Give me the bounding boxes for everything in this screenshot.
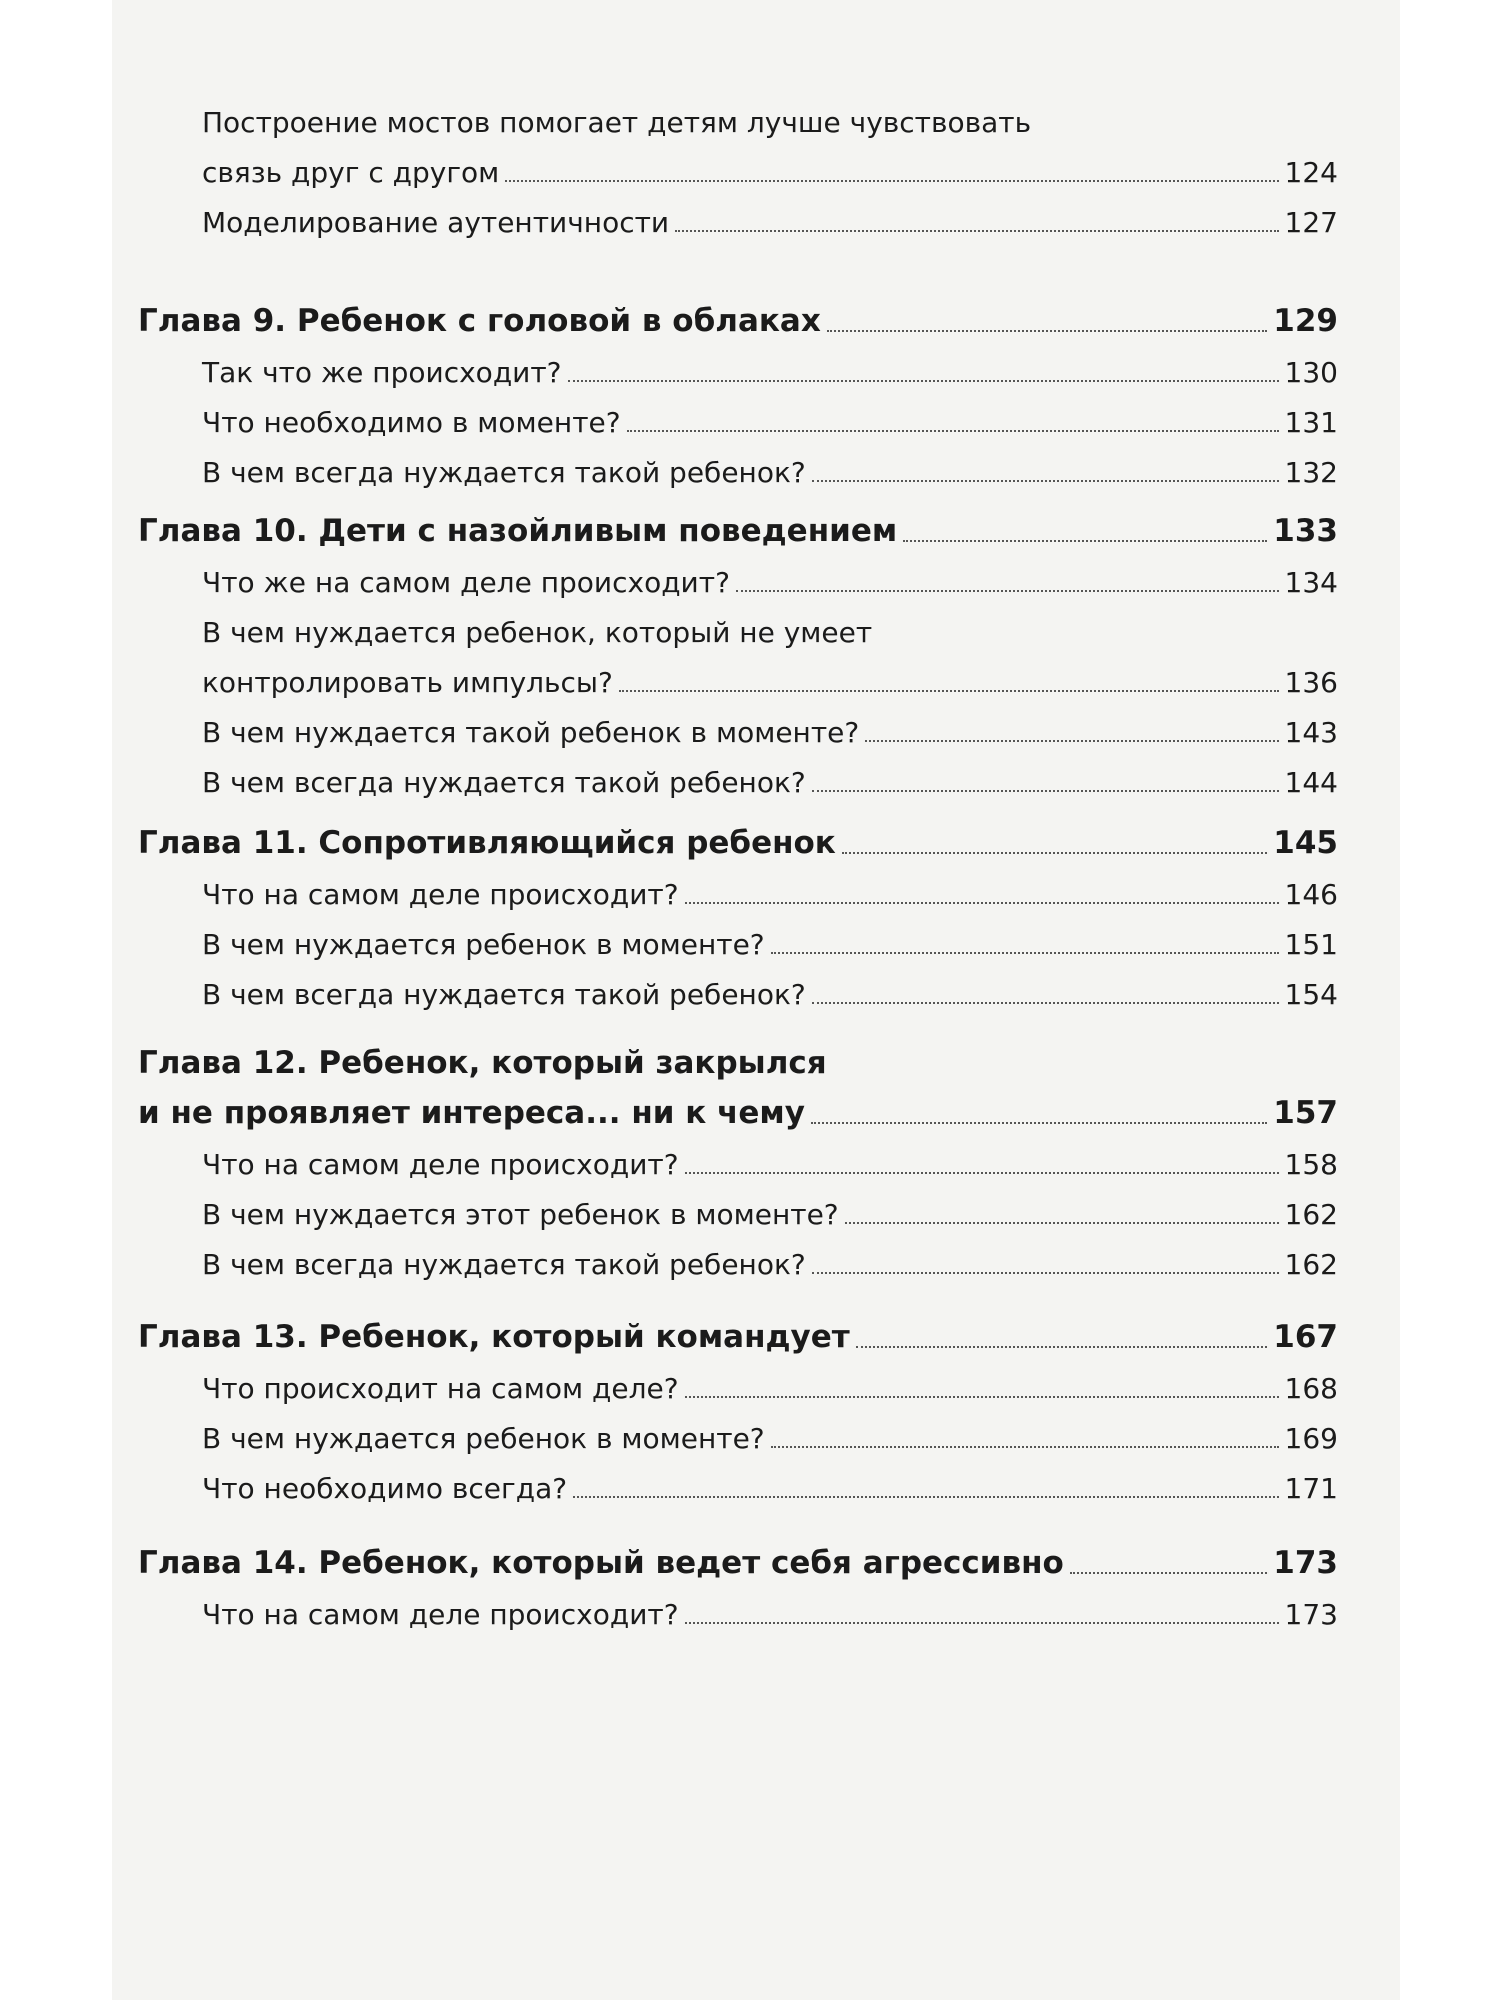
toc-item-title: В чем нуждается такой ребенок в моменте? [202,716,860,750]
toc-item-title: Так что же происходит? [202,356,562,390]
toc-page-number: 130 [1284,356,1338,390]
toc-page-number: 127 [1284,206,1338,240]
dot-leader [865,740,1278,742]
toc-item-title: Моделирование аутентичности [202,206,670,240]
toc-page-number: 144 [1284,766,1338,800]
toc-item-title: Что необходимо в моменте? [202,406,621,440]
chapter-title-line2: и не проявляет интереса... ни к чему [138,1094,805,1131]
toc-item[interactable] [138,1416,1338,1466]
dot-leader [685,1396,1279,1398]
toc-page-number: 134 [1284,566,1338,600]
toc-item-title: Что на самом деле происходит? [202,878,679,912]
toc-item-title-line2: контролировать импульсы? [202,666,613,700]
chapter-title: Глава 11. Сопротивляющийся ребенок [138,824,836,861]
chapter-page-number: 167 [1273,1318,1338,1355]
dot-leader [903,540,1267,542]
dot-leader [675,230,1278,232]
dot-leader [568,380,1279,382]
chapter-title: Глава 10. Дети с назойливым поведением [138,512,898,549]
dot-leader [685,1172,1279,1174]
toc-item-title: В чем нуждается этот ребенок в моменте? [202,1198,839,1232]
table-of-contents [138,100,1338,1642]
toc-item-title: В чем всегда нуждается такой ребенок? [202,978,806,1012]
toc-item[interactable] [138,872,1338,922]
toc-page-number: 171 [1284,1472,1338,1506]
toc-item-title: Что необходимо всегда? [202,1472,568,1506]
dot-leader [845,1222,1279,1224]
toc-page-number: 162 [1284,1198,1338,1232]
toc-page-number: 143 [1284,716,1338,750]
toc-page-number: 158 [1284,1148,1338,1182]
toc-item[interactable] [138,972,1338,1022]
toc-item-line1 [138,100,1338,150]
toc-item-title-line1: Построение мостов помогает детям лучше чувствовать [202,106,1032,140]
chapter-page-number: 129 [1273,302,1338,339]
toc-item-title-line1: В чем нуждается ребенок, который не умеет [202,616,873,650]
dot-leader [812,1002,1279,1004]
toc-page-number: 169 [1284,1422,1338,1456]
toc-item-title: Что же на самом деле происходит? [202,566,730,600]
toc-page-number: 146 [1284,878,1338,912]
toc-item[interactable] [138,400,1338,450]
dot-leader [812,1272,1279,1274]
toc-page-number: 173 [1284,1598,1338,1632]
dot-leader [1070,1572,1267,1574]
toc-item[interactable] [138,450,1338,500]
toc-item[interactable] [138,710,1338,760]
toc-item-title: Что на самом деле происходит? [202,1598,679,1632]
toc-page-number: 154 [1284,978,1338,1012]
toc-page-number: 132 [1284,456,1338,490]
toc-item[interactable] [138,350,1338,400]
dot-leader [842,852,1267,854]
toc-item-title: В чем нуждается ребенок в моменте? [202,928,765,962]
dot-leader [619,690,1279,692]
toc-chapter[interactable] [138,500,1338,560]
toc-item[interactable] [138,200,1338,250]
dot-leader [812,790,1279,792]
toc-page-number: 136 [1284,666,1338,700]
toc-chapter-line1 [138,1022,1338,1092]
toc-item-title: В чем всегда нуждается такой ребенок? [202,456,806,490]
toc-item[interactable] [138,1242,1338,1292]
toc-page-number: 151 [1284,928,1338,962]
toc-item[interactable] [138,760,1338,810]
toc-chapter[interactable] [138,1092,1338,1142]
toc-item-title: В чем всегда нуждается такой ребенок? [202,1248,806,1282]
toc-item[interactable] [138,1466,1338,1516]
toc-page-number: 162 [1284,1248,1338,1282]
dot-leader [505,180,1278,182]
toc-item-title: В чем нуждается ребенок в моменте? [202,1422,765,1456]
toc-chapter[interactable] [138,1516,1338,1592]
chapter-page-number: 145 [1273,824,1338,861]
dot-leader [771,1446,1279,1448]
chapter-page-number: 173 [1273,1544,1338,1581]
toc-page-number: 124 [1284,156,1338,190]
toc-item[interactable] [138,660,1338,710]
toc-item-title: Что происходит на самом деле? [202,1372,679,1406]
toc-chapter[interactable] [138,810,1338,872]
toc-page-number: 168 [1284,1372,1338,1406]
toc-item[interactable] [138,922,1338,972]
dot-leader [811,1122,1267,1124]
toc-page-number: 131 [1284,406,1338,440]
dot-leader [685,1622,1279,1624]
chapter-title: Глава 9. Ребенок с головой в облаках [138,302,821,339]
toc-chapter[interactable] [138,300,1338,350]
toc-item-title: В чем всегда нуждается такой ребенок? [202,766,806,800]
chapter-title: Глава 13. Ребенок, который командует [138,1318,850,1355]
toc-item[interactable] [138,560,1338,610]
dot-leader [827,330,1267,332]
toc-item[interactable] [138,150,1338,200]
dot-leader [685,902,1279,904]
dot-leader [812,480,1279,482]
toc-item-title: Что на самом деле происходит? [202,1148,679,1182]
toc-item-title-line2: связь друг с другом [202,156,500,190]
toc-item-line1 [138,610,1338,660]
dot-leader [771,952,1279,954]
toc-item[interactable] [138,1192,1338,1242]
dot-leader [627,430,1279,432]
toc-item[interactable] [138,1142,1338,1192]
chapter-page-number: 133 [1273,512,1338,549]
dot-leader [573,1496,1278,1498]
toc-chapter[interactable] [138,1292,1338,1366]
chapter-title: Глава 14. Ребенок, который ведет себя агрессивно [138,1544,1064,1581]
toc-item[interactable] [138,1366,1338,1416]
dot-leader [736,590,1279,592]
dot-leader [856,1346,1268,1348]
chapter-page-number: 157 [1273,1094,1338,1131]
chapter-title-line1: Глава 12. Ребенок, который закрылся [138,1044,827,1081]
toc-item[interactable] [138,1592,1338,1642]
